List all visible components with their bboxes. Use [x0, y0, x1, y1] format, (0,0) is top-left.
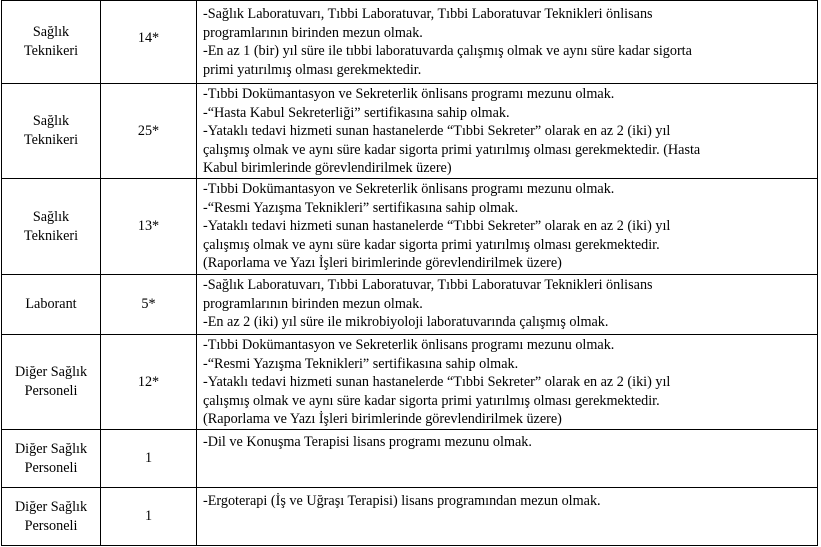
table-row: [2, 84, 818, 179]
requirement-line: -Tıbbi Dokümantasyon ve Sekreterlik önlisans programı mezunu olmak.: [203, 337, 615, 353]
position-title: Sağlık: [32, 113, 70, 129]
position-count: 5*: [101, 275, 197, 335]
requirement-line: Kabul birimlerinde görevlendirilmek üzere): [203, 160, 452, 176]
position-count: 25*: [101, 84, 197, 179]
position-title-cell: [2, 488, 101, 546]
requirement-line: programlarının birinden mezun olmak.: [203, 295, 423, 312]
requirement-line: -“Hasta Kabul Sekreterliği” sertifikasına sahip olmak.: [203, 104, 510, 121]
position-title: Personeli: [24, 459, 78, 476]
position-title: Diğer Sağlık: [14, 498, 88, 515]
table-row: [2, 335, 818, 430]
requirements-cell: [197, 84, 818, 179]
position-title-cell: [2, 179, 101, 275]
position-title-cell: [2, 275, 101, 335]
requirement-line: çalışmış olmak ve aynı süre kadar sigorta primi yatırılmış olması gerekmektedir.: [203, 236, 660, 253]
position-title: Teknikeri: [23, 132, 79, 148]
requirement-line: -En az 2 (iki) yıl süre ile mikrobiyoloji laboratuvarında çalışmış olmak.: [203, 314, 609, 330]
position-title: Teknikeri: [23, 227, 79, 244]
positions-table: [1, 0, 818, 546]
requirement-line: -“Resmi Yazışma Teknikleri” sertifikasına sahip olmak.: [203, 355, 519, 372]
position-title-cell: [2, 335, 101, 430]
position-title: Sağlık: [32, 208, 70, 225]
requirement-line: -“Resmi Yazışma Teknikleri” sertifikasına sahip olmak.: [203, 199, 519, 216]
requirements-cell: [197, 275, 818, 335]
requirement-line: -Yataklı tedavi hizmeti sunan hastanelerde “Tıbbi Sekreter” olarak en az 2 (iki) yıl: [203, 374, 671, 390]
requirements-cell: [197, 430, 818, 488]
requirement-line: -Tıbbi Dokümantasyon ve Sekreterlik önlisans programı mezunu olmak.: [203, 181, 615, 197]
requirement-line: -Yataklı tedavi hizmeti sunan hastanelerde “Tıbbi Sekreter” olarak en az 2 (iki) yıl: [203, 218, 671, 234]
requirement-line: programlarının birinden mezun olmak.: [203, 24, 423, 41]
requirement-line: -Yataklı tedavi hizmeti sunan hastanelerde “Tıbbi Sekreter” olarak en az 2 (iki) yıl: [203, 123, 671, 139]
position-count: 12*: [101, 335, 197, 430]
requirement-line: -Dil ve Konuşma Terapisi lisans programı mezunu olmak.: [203, 434, 532, 450]
requirements-cell: [197, 179, 818, 275]
position-title: Diğer Sağlık: [14, 440, 88, 457]
requirement-line: -Sağlık Laboratuvarı, Tıbbi Laboratuvar, Tıbbi Laboratuvar Teknikleri önlisans: [203, 277, 653, 293]
table-row: [2, 430, 818, 488]
position-count: 13*: [101, 179, 197, 275]
position-title: Laborant: [25, 296, 77, 312]
requirement-line: -Tıbbi Dokümantasyon ve Sekreterlik önlisans programı mezunu olmak.: [203, 86, 615, 102]
table-row: [2, 275, 818, 335]
position-title: Sağlık: [32, 24, 70, 40]
position-title-cell: [2, 84, 101, 179]
requirement-line: çalışmış olmak ve aynı süre kadar sigorta primi yatırılmış olması gerekmektedir. (Hasta: [203, 141, 701, 158]
table-row: [2, 179, 818, 275]
requirement-line: -En az 1 (bir) yıl süre ile tıbbi laboratuvarda çalışmış olmak ve aynı süre kadar sigorta: [203, 43, 692, 59]
requirement-line: -Ergoterapi (İş ve Uğraşı Terapisi) lisans programından mezun olmak.: [203, 493, 601, 509]
position-title-cell: [2, 1, 101, 84]
requirement-line: (Raporlama ve Yazı İşleri birimlerinde görevlendirilmek üzere): [203, 411, 562, 427]
requirements-cell: [197, 1, 818, 84]
position-title: Personeli: [24, 383, 78, 399]
position-title: Personeli: [24, 517, 78, 534]
table-row: [2, 1, 818, 84]
requirement-line: -Sağlık Laboratuvarı, Tıbbi Laboratuvar, Tıbbi Laboratuvar Teknikleri önlisans: [203, 6, 653, 22]
position-title: Diğer Sağlık: [14, 364, 88, 380]
table-row: [2, 488, 818, 546]
position-title-cell: [2, 430, 101, 488]
requirements-cell: [197, 335, 818, 430]
position-count: 1: [101, 430, 197, 488]
requirements-cell: [197, 488, 818, 546]
position-count: 1: [101, 488, 197, 546]
position-count: 14*: [101, 1, 197, 84]
requirement-line: (Raporlama ve Yazı İşleri birimlerinde görevlendirilmek üzere): [203, 255, 562, 271]
requirement-line: çalışmış olmak ve aynı süre kadar sigorta primi yatırılmış olması gerekmektedir.: [203, 392, 660, 409]
requirement-line: primi yatırılmış olması gerekmektedir.: [203, 61, 422, 78]
position-title: Teknikeri: [23, 43, 79, 59]
